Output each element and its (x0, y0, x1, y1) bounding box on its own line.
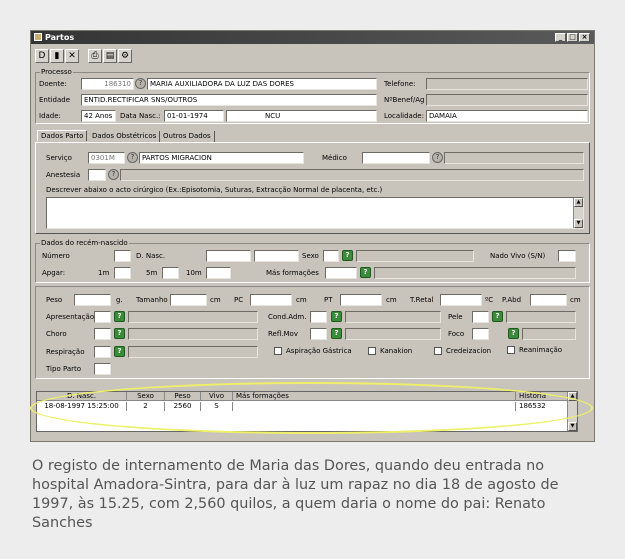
recem-nascido-group (35, 239, 590, 283)
app-icon (34, 33, 42, 41)
idade-label: Idade: (39, 112, 61, 120)
cell-dnasc: 18-08-1997 15:25:00 (37, 402, 127, 411)
apgar-1m-label: 1m (98, 269, 110, 277)
cond-adm-lookup-icon[interactable]: ? (331, 311, 342, 322)
tab-dados-parto[interactable]: Dados Parto (37, 130, 87, 141)
table-header-peso[interactable]: Peso (165, 392, 201, 401)
sexo-desc-field[interactable] (356, 250, 474, 262)
apresentacao-desc-field[interactable] (128, 311, 258, 323)
respiracao-field[interactable] (94, 346, 111, 358)
cell-historia: 186532 (516, 402, 568, 411)
choro-lookup-icon[interactable]: ? (114, 328, 125, 339)
pabd-label: P.Abd (502, 296, 522, 304)
foco-label: Foco (448, 330, 465, 338)
aspiracao-label: Aspiração Gástrica (286, 347, 352, 355)
table-header-sexo[interactable]: Sexo (127, 392, 165, 401)
title-bar (31, 31, 594, 44)
scroll-up-icon[interactable]: ▲ (574, 198, 583, 207)
choro-field[interactable] (94, 328, 111, 340)
delete-icon[interactable]: ✕ (65, 49, 79, 63)
sexo-field[interactable] (323, 250, 339, 262)
minimize-button[interactable]: _ (555, 33, 566, 42)
window-title: Partos (45, 33, 75, 42)
kanakion-label: Kanakion (380, 347, 413, 355)
respiracao-label: Respiração (46, 348, 85, 356)
cell-vivo: S (201, 402, 233, 411)
credeizacion-label: Credeizacion (446, 347, 492, 355)
apgar-5m-label: 5m (146, 269, 158, 277)
peso-unit: g. (116, 296, 123, 304)
cond-adm-desc-field[interactable] (345, 311, 441, 323)
settings-icon[interactable]: ⚙ (118, 49, 132, 63)
tipo-parto-field[interactable] (94, 363, 111, 375)
refl-mov-field[interactable] (310, 328, 327, 340)
pc-label: PC (234, 296, 244, 304)
respiracao-lookup-icon[interactable]: ? (114, 346, 125, 357)
refl-mov-lookup-icon[interactable]: ? (331, 328, 342, 339)
sexo-label: Sexo (302, 252, 319, 260)
choro-label: Choro (46, 330, 67, 338)
table-scroll-down-icon[interactable]: ▼ (568, 422, 577, 431)
numero-label: Número (42, 252, 70, 260)
pele-label: Pele (448, 313, 463, 321)
anestesia-label: Anestesia (46, 171, 81, 179)
pt-label: PT (324, 296, 333, 304)
sexo-lookup-icon[interactable]: ? (342, 250, 353, 261)
table-scroll-up-icon[interactable]: ▲ (568, 392, 577, 401)
ncu-field[interactable]: NCU (226, 110, 377, 122)
apgar-1m-field[interactable] (114, 267, 131, 279)
search-doente-icon[interactable]: ? (135, 78, 146, 89)
foco-lookup-icon[interactable]: ? (508, 328, 519, 339)
partos-window (30, 30, 595, 442)
tamanho-unit: cm (210, 296, 221, 304)
table-header-historia[interactable]: Historia (516, 392, 568, 401)
kanakion-checkbox[interactable] (368, 347, 376, 355)
dnasc-label: D. Nasc. (136, 252, 166, 260)
textarea-scrollbar[interactable] (573, 198, 583, 228)
highlight-ellipse (30, 382, 593, 434)
tamanho-label: Tamanho (136, 296, 168, 304)
pc-unit: cm (296, 296, 307, 304)
mas-formacoes-label: Más formações (266, 269, 319, 277)
maximize-button[interactable]: □ (567, 33, 578, 42)
datanasc-field[interactable]: 01-01-1974 (164, 110, 224, 122)
processo-group (35, 68, 590, 124)
foco-field[interactable] (472, 328, 489, 340)
aspiracao-checkbox[interactable] (274, 347, 282, 355)
pabd-field[interactable] (530, 294, 567, 306)
pele-lookup-icon[interactable]: ? (492, 311, 503, 322)
recem-nascido-legend: Dados do recém-nascido (41, 239, 128, 247)
close-button[interactable]: × (579, 33, 590, 42)
anestesia-code-field[interactable] (88, 169, 106, 181)
nbenef-field[interactable] (426, 94, 588, 106)
search-servico-icon[interactable]: ? (127, 152, 138, 163)
cell-peso: 2560 (165, 402, 201, 411)
apgar-10m-label: 10m (186, 269, 202, 277)
pabd-unit: cm (570, 296, 581, 304)
cell-sexo: 2 (127, 402, 165, 411)
pt-unit: cm (386, 296, 397, 304)
tamanho-field[interactable] (170, 294, 207, 306)
tretal-unit: ºC (485, 296, 494, 304)
apresentacao-label: Apresentação (46, 313, 95, 321)
dnasc-date-field[interactable] (206, 250, 251, 262)
table-header-dnasc[interactable]: D. Nasc. (37, 392, 127, 401)
tab-dados-obstetricos[interactable]: Dados Obstétricos (89, 131, 160, 142)
nado-vivo-field[interactable] (558, 250, 576, 262)
processo-legend: Processo (41, 68, 72, 76)
apresentacao-field[interactable] (94, 311, 111, 323)
pele-field[interactable] (472, 311, 489, 323)
reanimacao-checkbox[interactable] (507, 346, 515, 354)
scroll-down-icon[interactable]: ▼ (574, 219, 583, 228)
credeizacion-checkbox[interactable] (434, 347, 442, 355)
servico-label: Serviço (46, 154, 72, 162)
dados-parto-panel (35, 142, 590, 234)
medico-name-field[interactable] (444, 152, 584, 164)
doente-name-field[interactable]: MARIA AUXILIADORA DA LUZ DAS DORES (147, 78, 377, 90)
medidas-group (35, 286, 590, 379)
respiracao-desc-field[interactable] (128, 346, 258, 358)
medico-code-field[interactable] (362, 152, 430, 164)
doente-label: Doente: (39, 80, 67, 88)
servico-name-field[interactable]: PARTOS MIGRACION (139, 152, 304, 164)
pt-field[interactable] (340, 294, 382, 306)
choro-desc-field[interactable] (128, 328, 258, 340)
save-icon[interactable]: ▮ (50, 49, 64, 63)
nbenef-label: NºBenef/Ag (384, 96, 425, 104)
entidade-label: Entidade (39, 96, 71, 104)
apgar-5m-field[interactable] (162, 267, 179, 279)
cond-adm-field[interactable] (310, 311, 327, 323)
peso-field[interactable] (74, 294, 111, 306)
print-preview-icon[interactable]: ▤ (103, 49, 117, 63)
foco-desc-field[interactable] (522, 328, 576, 340)
mas-formacoes-desc-field[interactable] (374, 267, 576, 279)
localidade-label: Localidade: (384, 112, 424, 120)
refl-mov-desc-field[interactable] (345, 328, 441, 340)
localidade-field[interactable]: DAMAIA (426, 110, 588, 122)
pc-field[interactable] (250, 294, 292, 306)
cond-adm-label: Cond.Adm. (268, 313, 307, 321)
tretal-label: T.Retal (410, 296, 434, 304)
mas-formacoes-field[interactable] (325, 267, 357, 279)
telefone-label: Telefone: (384, 80, 416, 88)
print-icon[interactable]: ⎙ (88, 49, 102, 63)
search-anestesia-icon[interactable]: ? (108, 169, 119, 180)
apresentacao-lookup-icon[interactable]: ? (114, 311, 125, 322)
telefone-field[interactable] (426, 78, 588, 90)
nado-vivo-label: Nado Vivo (S/N) (490, 252, 546, 260)
numero-field[interactable] (114, 250, 131, 262)
tipo-parto-label: Tipo Parto (46, 365, 82, 373)
apgar-label: Apgar: (42, 269, 66, 277)
medico-label: Médico (322, 154, 347, 162)
peso-label: Peso (46, 296, 63, 304)
table-header-mas-formacoes[interactable]: Más formações (233, 392, 516, 401)
datanasc-label: Data Nasc.: (120, 112, 161, 120)
refl-mov-label: Refl.Mov (268, 330, 298, 338)
doente-code-field[interactable]: 186310 (81, 78, 134, 90)
table-header-vivo[interactable]: Vivo (201, 392, 233, 401)
servico-code-field[interactable]: 0301M (88, 152, 125, 164)
image-caption: O registo de internamento de Maria das Dores, quando deu entrada no hospital Amadora-Sintra, para dar à luz um rapaz no dia 18 de agosto de 1997, às 15.25, com 2,560 quilos, a quem daria o nome do pai: Renato Sanches (32, 458, 559, 531)
tab-outros-dados[interactable]: Outros Dados (160, 131, 215, 142)
anestesia-name-field[interactable] (120, 169, 584, 181)
pele-desc-field[interactable] (506, 311, 576, 323)
new-icon[interactable]: D (35, 49, 49, 63)
descrever-label: Descrever abaixo o acto cirúrgico (Ex.:Episotomia, Suturas, Extracção Normal de placenta, etc.) (46, 186, 383, 194)
acto-cirurgico-textarea[interactable] (46, 197, 584, 229)
entidade-field[interactable]: ENTID.RECTIFICAR SNS/OUTROS (81, 94, 377, 106)
mas-formacoes-lookup-icon[interactable]: ? (360, 267, 371, 278)
apgar-10m-field[interactable] (206, 267, 231, 279)
dnasc-time-field[interactable] (254, 250, 299, 262)
reanimacao-label: Reanimação (519, 346, 563, 354)
search-medico-icon[interactable]: ? (432, 152, 443, 163)
tretal-field[interactable] (440, 294, 482, 306)
idade-field[interactable]: 42 Anos (81, 110, 116, 122)
